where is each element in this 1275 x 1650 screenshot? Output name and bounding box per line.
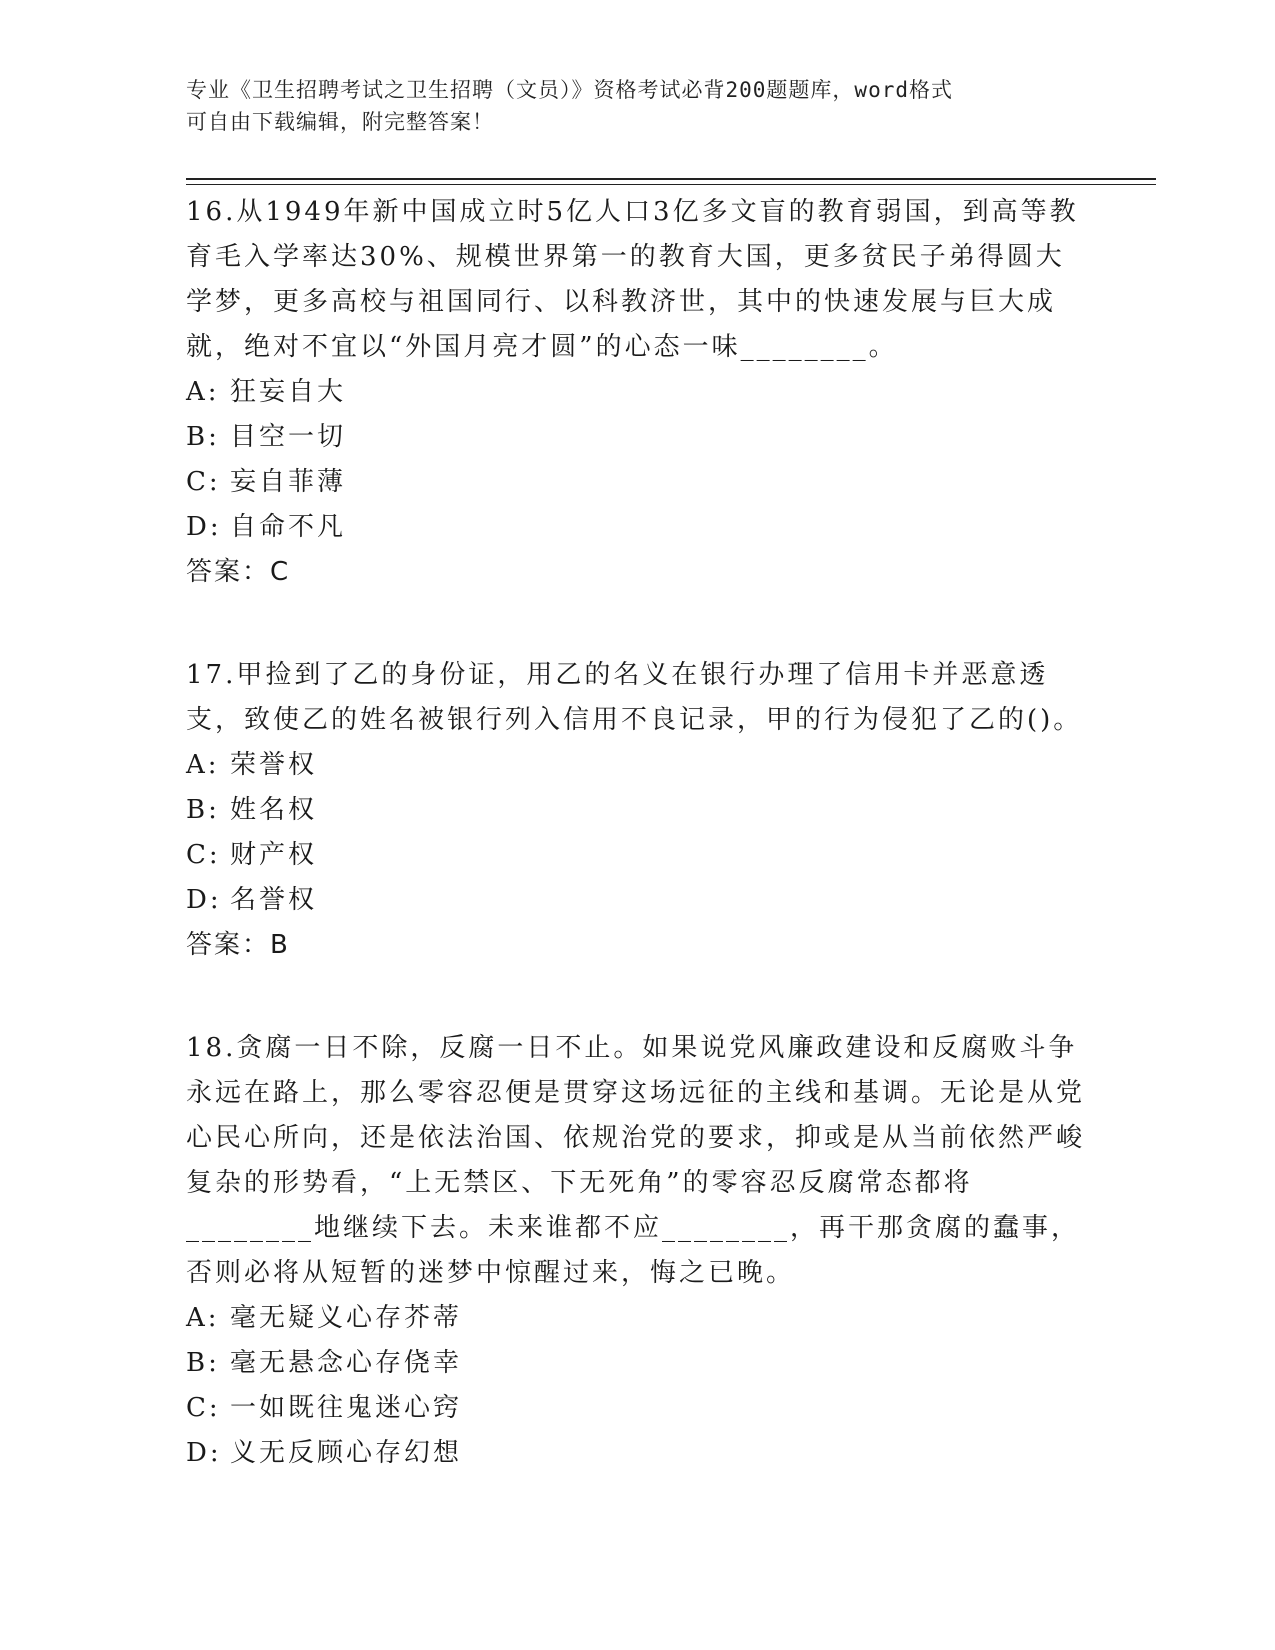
question-stem: 16.从1949年新中国成立时5亿人口3亿多文盲的教育弱国，到高等教育毛入学率达30%、规模世界第一的教育大国，更多贫民子弟得圆大学梦，更多高校与祖国同行、以科教济世，其中的快速发展与巨大成就，绝对不宜以“外国月亮才圆”的心态一味________。	[186, 197, 1079, 362]
document-header	[186, 74, 1066, 138]
option-c	[186, 833, 1086, 878]
option-key: A:	[186, 377, 220, 407]
option-key: B:	[186, 1348, 220, 1378]
option-text: 姓名权	[230, 795, 318, 825]
question-stem: 17.甲捡到了乙的身份证，用乙的名义在银行办理了信用卡并恶意透支，致使乙的姓名被银行列入信用不良记录，甲的行为侵犯了乙的()。	[186, 660, 1083, 735]
option-text: 狂妄自大	[230, 377, 347, 407]
option-key: D:	[186, 885, 222, 915]
option-a	[186, 370, 1086, 415]
option-text: 毫无疑义心存芥蒂	[230, 1303, 463, 1333]
option-text: 毫无悬念心存侥幸	[230, 1348, 463, 1378]
option-d	[186, 878, 1086, 923]
answer-line: 答案：C	[186, 557, 291, 587]
question-list	[186, 190, 1086, 1534]
option-text: 妄自菲薄	[230, 467, 347, 497]
option-text: 义无反顾心存幻想	[230, 1438, 463, 1468]
option-a	[186, 743, 1086, 788]
header-line-2: 可自由下载编辑，附完整答案！	[186, 110, 494, 134]
option-d	[186, 1431, 1086, 1476]
option-text: 自命不凡	[230, 512, 347, 542]
option-key: C:	[186, 840, 221, 870]
option-key: B:	[186, 422, 220, 452]
option-d	[186, 505, 1086, 550]
option-c	[186, 1386, 1086, 1431]
question-18	[186, 1026, 1086, 1476]
option-key: A:	[186, 750, 220, 780]
option-b	[186, 1341, 1086, 1386]
option-text: 财产权	[230, 840, 318, 870]
header-divider-thick	[186, 178, 1156, 180]
option-text: 荣誉权	[230, 750, 318, 780]
option-key: C:	[186, 1393, 221, 1423]
option-text: 一如既往鬼迷心窍	[230, 1393, 463, 1423]
answer-line: 答案：B	[186, 930, 290, 960]
question-16	[186, 190, 1086, 595]
option-key: A:	[186, 1303, 220, 1333]
option-c	[186, 460, 1086, 505]
option-text: 目空一切	[230, 422, 347, 452]
option-key: C:	[186, 467, 221, 497]
option-key: B:	[186, 795, 220, 825]
option-key: D:	[186, 512, 222, 542]
option-text: 名誉权	[230, 885, 318, 915]
header-divider-thin	[186, 184, 1156, 185]
option-key: D:	[186, 1438, 222, 1468]
option-b	[186, 415, 1086, 460]
question-17	[186, 653, 1086, 968]
option-a	[186, 1296, 1086, 1341]
header-line-1: 专业《卫生招聘考试之卫生招聘（文员）》资格考试必背200题题库，word格式	[186, 78, 953, 102]
option-b	[186, 788, 1086, 833]
question-stem: 18.贪腐一日不除，反腐一日不止。如果说党风廉政建设和反腐败斗争永远在路上，那么零容忍便是贯穿这场远征的主线和基调。无论是从党心民心所向，还是依法治国、依规治党的要求，抑或是从当前依然严峻复杂的形势看，“上无禁区、下无死角”的零容忍反腐常态都将________地继续下去。未来谁都不应________，再干那贪腐的蠢事，否则必将从短暂的迷梦中惊醒过来，悔之已晚。	[186, 1033, 1086, 1288]
